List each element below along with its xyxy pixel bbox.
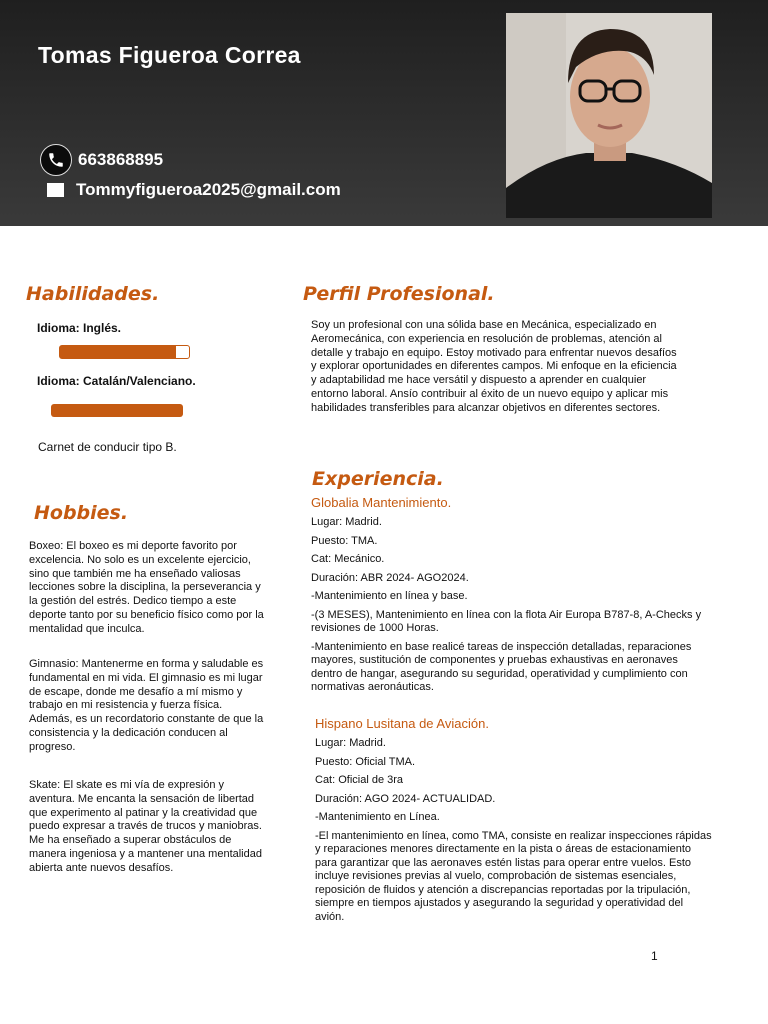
job-detail-line: Duración: AGO 2024- ACTUALIDAD. <box>315 792 496 805</box>
email-row <box>40 180 341 200</box>
catalan-level-bar <box>51 404 183 417</box>
job-detail-line: -Mantenimiento en Línea. <box>315 811 440 823</box>
job-detail-line: -Mantenimiento en base realicé tareas de inspección detalladas, reparaciones mayores, sustitución de componentes y pruebas exhaustivas en aeronaves dentro de hangar, asegurando su seguridad, operatividad y cumplimiento con normativas aeronáuticas. <box>311 640 692 693</box>
skills-title: Habilidades. <box>26 283 160 305</box>
english-level-bar <box>59 345 190 359</box>
page-number: 1 <box>651 949 658 963</box>
job-detail-line: Lugar: Madrid. <box>315 737 386 749</box>
english-level-fill <box>60 346 176 358</box>
job-detail-line: Puesto: Oficial TMA. <box>315 755 416 768</box>
skill-language-english: Idioma: Inglés. <box>37 321 122 335</box>
job-company: Hispano Lusitana de Aviación. <box>315 716 489 731</box>
job-details <box>311 516 711 700</box>
hobby-skate: Skate: El skate es mi vía de expresión y aventura. Me encanta la sensación de libertad que experimento al patinar y la creatividad que puedo expresar a través de trucos y maniobras. Me ha enseñado a superar obstáculos de manera ingeniosa y a mantener una mentalidad abierta ante nuevos desafíos. <box>29 779 262 874</box>
job-detail-line: -El mantenimiento en línea, como TMA, consiste en realizar inspecciones rápidas y reparaciones menores directamente en la pista o áreas de estacionamiento para garantizar que las aeronaves estén listas para operar entre vuelos. Esto incluye revisiones previas al vuelo, comprobación de sistemas esenciales, reposición de fluidos y atención a discrepancias reportadas por la tripulación, siempre en tiempos ajustados y asegurando la seguridad y operatividad del avión. <box>315 829 712 923</box>
email-address: Tommyfigueroa2025@gmail.com <box>76 180 341 199</box>
job-company: Globalia Mantenimiento. <box>311 495 452 510</box>
hobby-gym: Gimnasio: Mantenerme en forma y saludable es fundamental en mi vida. El gimnasio es mi lugar de escape, donde me desafío a mí mismo y trabajo en mi resistencia y fuerza física. Además, es un recordatorio constante de que la consistencia y la dedicación conducen al progreso. <box>29 658 264 753</box>
mail-icon <box>47 183 64 197</box>
experience-title: Experiencia. <box>312 468 444 490</box>
job-details <box>315 737 715 929</box>
phone-number: 663868895 <box>78 150 164 169</box>
job-detail-line: Puesto: TMA. <box>311 534 378 547</box>
job-detail-line: -(3 MESES), Mantenimiento en línea con la flota Air Europa B787-8, A-Checks y revisiones de 1000 Horas. <box>311 608 702 634</box>
skill-language-catalan: Idioma: Catalán/Valenciano. <box>37 374 196 388</box>
driving-license: Carnet de conducir tipo B. <box>38 440 177 454</box>
hobbies-title: Hobbies. <box>34 502 129 524</box>
phone-row <box>40 144 163 176</box>
job-detail-line: Lugar: Madrid. <box>311 516 382 528</box>
profile-text: Soy un profesional con una sólida base en Mecánica, especializado en Aeromecánica, con experiencia en resolución de problemas, atención al detalle y trabajo en equipo. Estoy motivado para enfrentar nuevos desafíos y explorar oportunidades en diferentes campos. Mi enfoque en la eficiencia y adaptabilidad me hace versátil y dispuesto a aprender en cualquier entorno laboral. Ansío contribuir al éxito de un nuevo equipo y aplicar mis habilidades transferibles para alcanzar objetivos en diferentes sectores. <box>311 319 677 414</box>
job-detail-line: -Mantenimiento en línea y base. <box>311 590 468 602</box>
profile-title: Perfil Profesional. <box>303 283 495 305</box>
header-banner <box>0 0 768 226</box>
candidate-name: Tomas Figueroa Correa <box>38 42 301 68</box>
profile-photo <box>506 13 712 218</box>
job-detail-line: Duración: ABR 2024- AGO2024. <box>311 571 469 584</box>
hobby-boxing: Boxeo: El boxeo es mi deporte favorito por excelencia. No solo es un excelente ejercicio, sino que también me ha enseñado valiosas lecciones sobre la disciplina, la perseverancia y la gestión del estrés. Dedico tiempo a este deporte tanto por su beneficio físico como por la mentalidad que inculca. <box>29 540 264 635</box>
job-detail-line: Cat: Mecánico. <box>311 553 385 565</box>
phone-icon <box>40 144 72 176</box>
job-detail-line: Cat: Oficial de 3ra <box>315 774 404 786</box>
